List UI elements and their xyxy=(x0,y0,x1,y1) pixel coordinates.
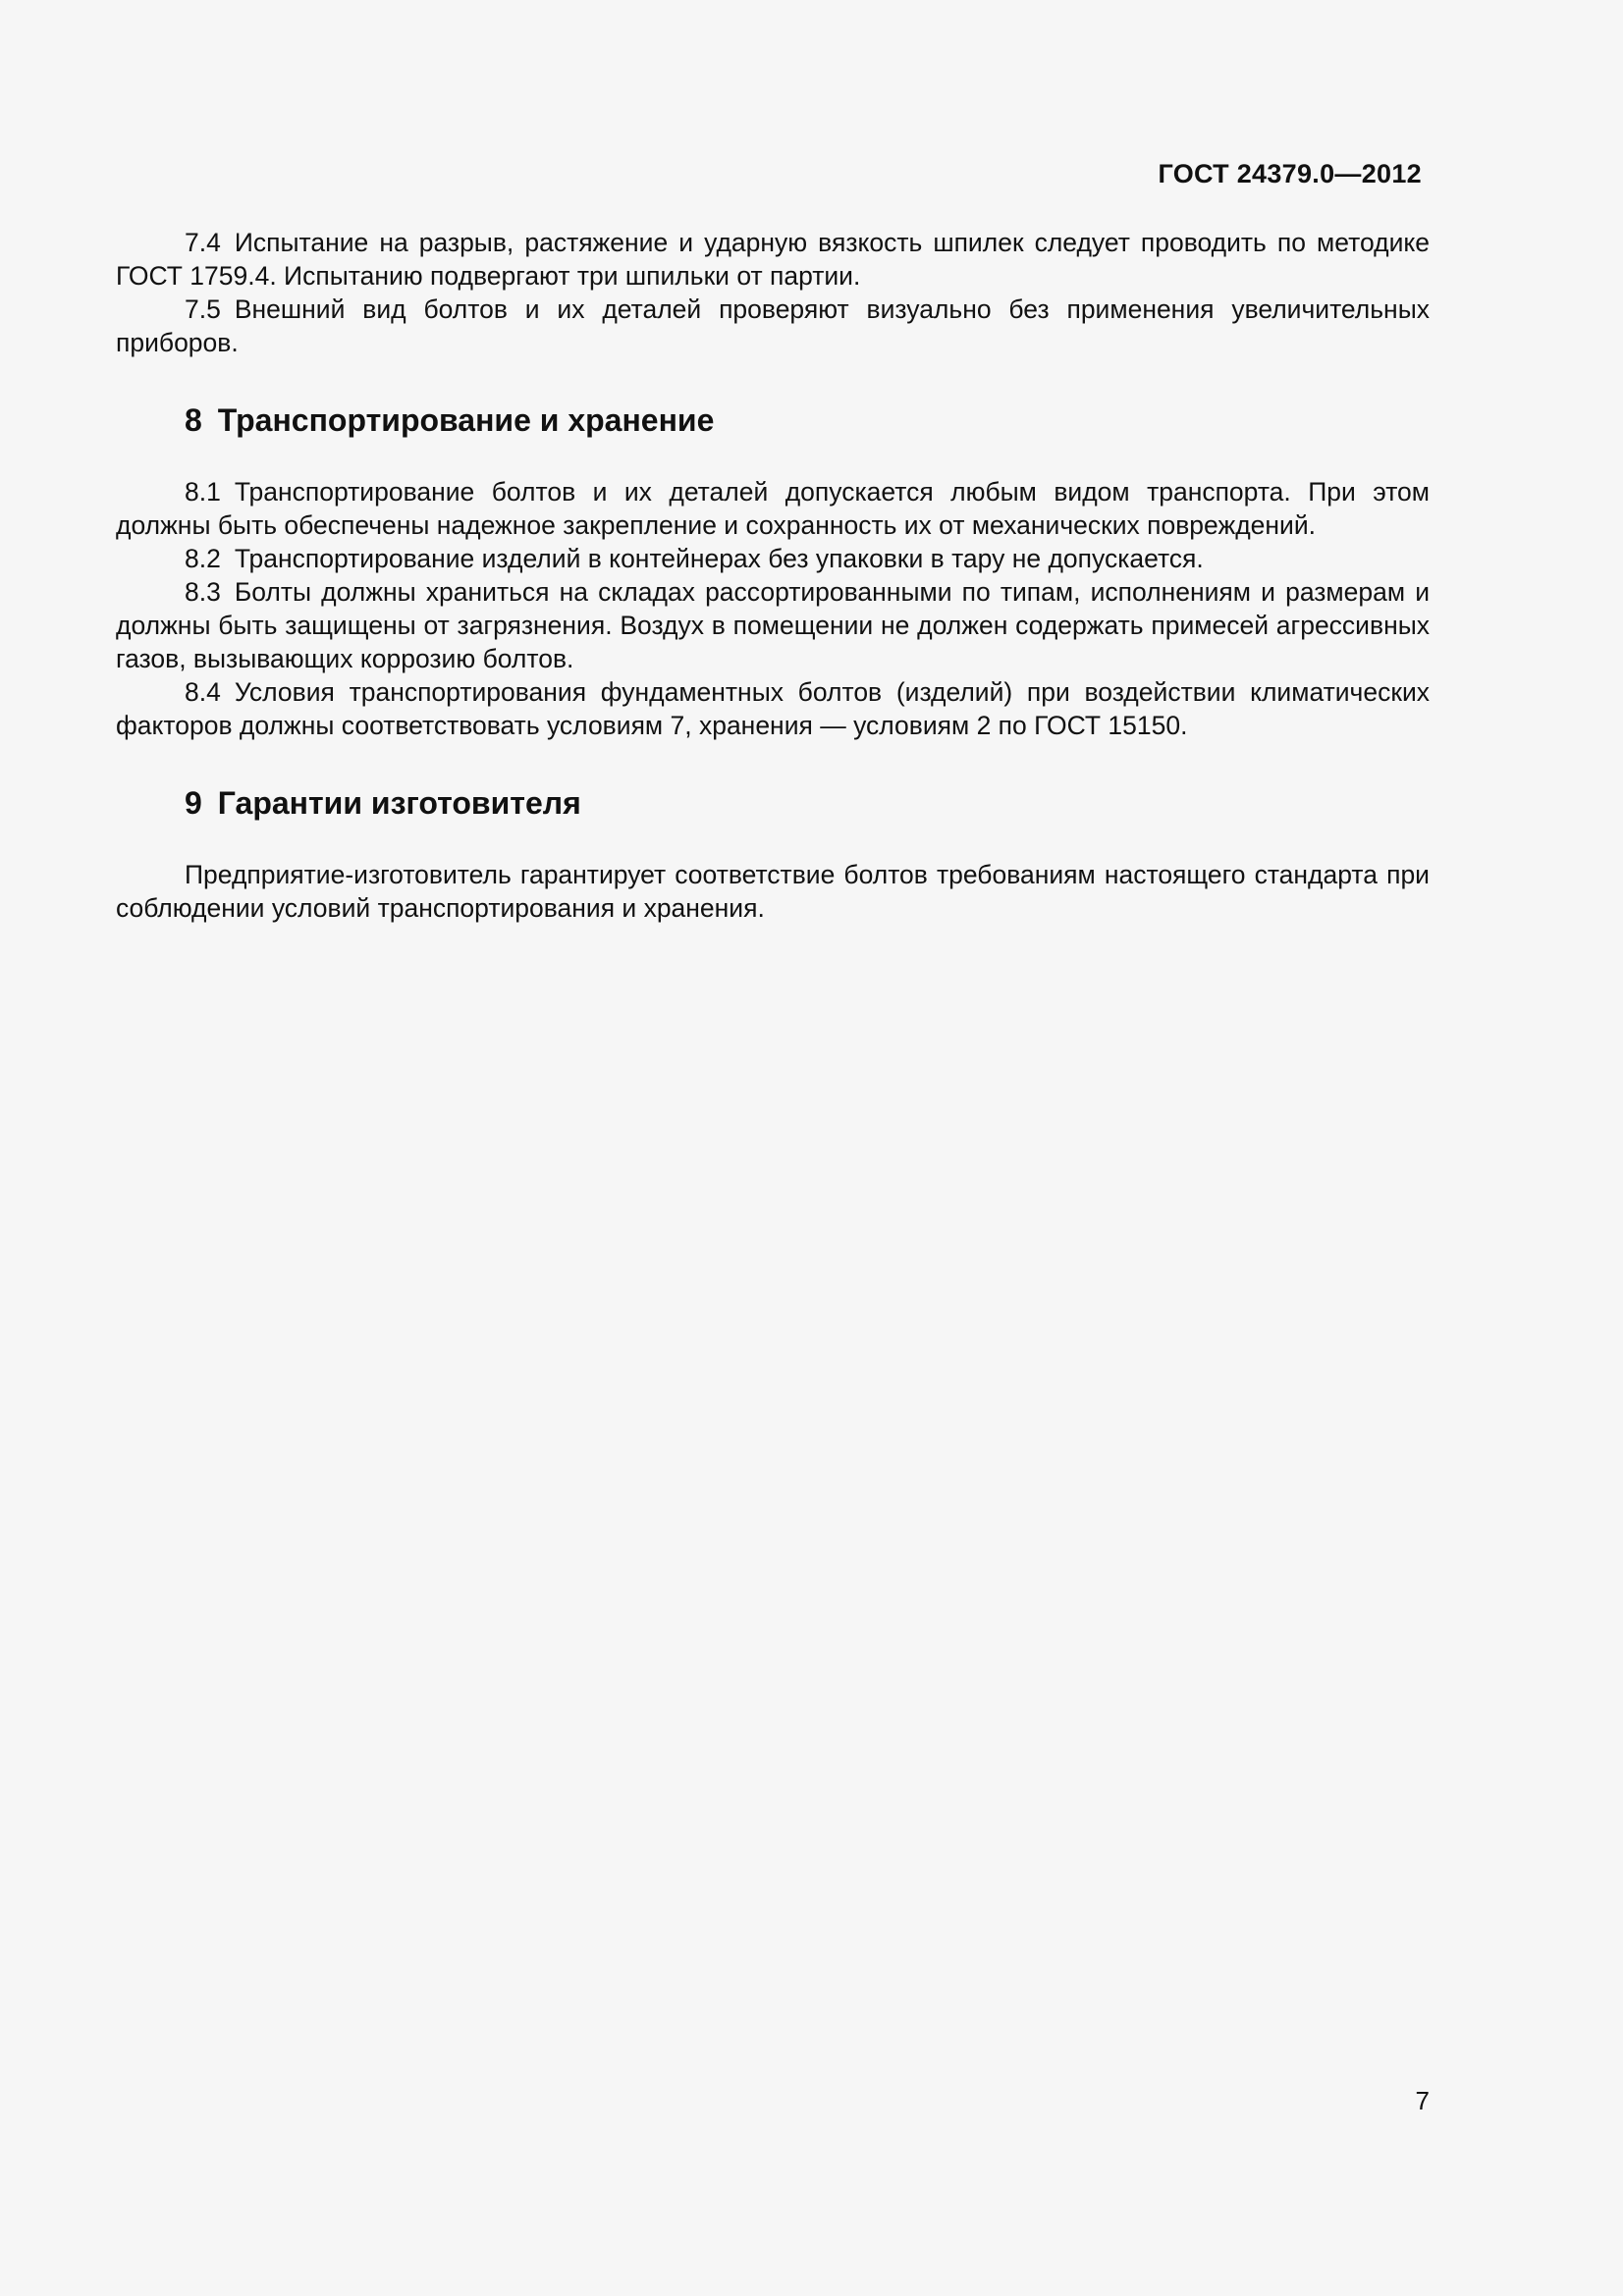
spacer xyxy=(116,823,1430,858)
clause-number: 7.4 xyxy=(185,228,221,257)
clause-text: Условия транспортирования фундаментных болтов (изделий) при воздействии климатических факторов должны соответствовать условиям 7, хранения — условиям 2 по ГОСТ 15150. xyxy=(116,677,1430,740)
page-number: 7 xyxy=(1415,2086,1430,2115)
clause-8-2 xyxy=(116,542,1430,575)
section-title: Транспортирование и хранение xyxy=(217,402,715,438)
section-number: 8 xyxy=(185,402,202,438)
clause-text: Внешний вид болтов и их деталей проверяют визуально без применения увеличительных приборов. xyxy=(116,294,1430,357)
section-title: Гарантии изготовителя xyxy=(217,785,581,821)
clause-text: Транспортирование болтов и их деталей допускается любым видом транспорта. При этом должны быть обеспечены надежное закрепление и сохранность их от механических повреждений. xyxy=(116,477,1430,540)
document-body xyxy=(116,226,1430,925)
spacer xyxy=(116,359,1430,400)
clause-7-4 xyxy=(116,226,1430,293)
clause-text: Испытание на разрыв, растяжение и ударную вязкость шпилек следует проводить по методике ГОСТ 1759.4. Испытанию подвергают три шпильки от партии. xyxy=(116,228,1430,291)
clause-8-1 xyxy=(116,475,1430,542)
spacer xyxy=(116,440,1430,475)
clause-number: 8.3 xyxy=(185,577,221,607)
clause-number: 8.4 xyxy=(185,677,221,707)
clause-text: Транспортирование изделий в контейнерах без упаковки в тару не допускается. xyxy=(234,544,1204,573)
paragraph-text: Предприятие-изготовитель гарантирует соответствие болтов требованиям настоящего стандарта при соблюдении условий транспортирования и хранения. xyxy=(116,860,1430,923)
clause-7-5 xyxy=(116,293,1430,359)
standard-header: ГОСТ 24379.0—2012 xyxy=(1158,159,1422,188)
section-number: 9 xyxy=(185,785,202,821)
clause-text: Болты должны храниться на складах рассортированными по типам, исполнениям и размерам и должны быть защищены от загрязнения. Воздух в помещении не должен содержать примесей агрессивных газов, вызывающих коррозию болтов. xyxy=(116,577,1430,673)
clause-number: 7.5 xyxy=(185,294,221,324)
clause-8-4 xyxy=(116,675,1430,742)
clause-8-3 xyxy=(116,575,1430,675)
warranty-paragraph xyxy=(116,858,1430,925)
section-9-heading xyxy=(116,783,1430,823)
spacer xyxy=(116,742,1430,783)
section-8-heading xyxy=(116,400,1430,440)
clause-number: 8.1 xyxy=(185,477,221,507)
clause-number: 8.2 xyxy=(185,544,221,573)
